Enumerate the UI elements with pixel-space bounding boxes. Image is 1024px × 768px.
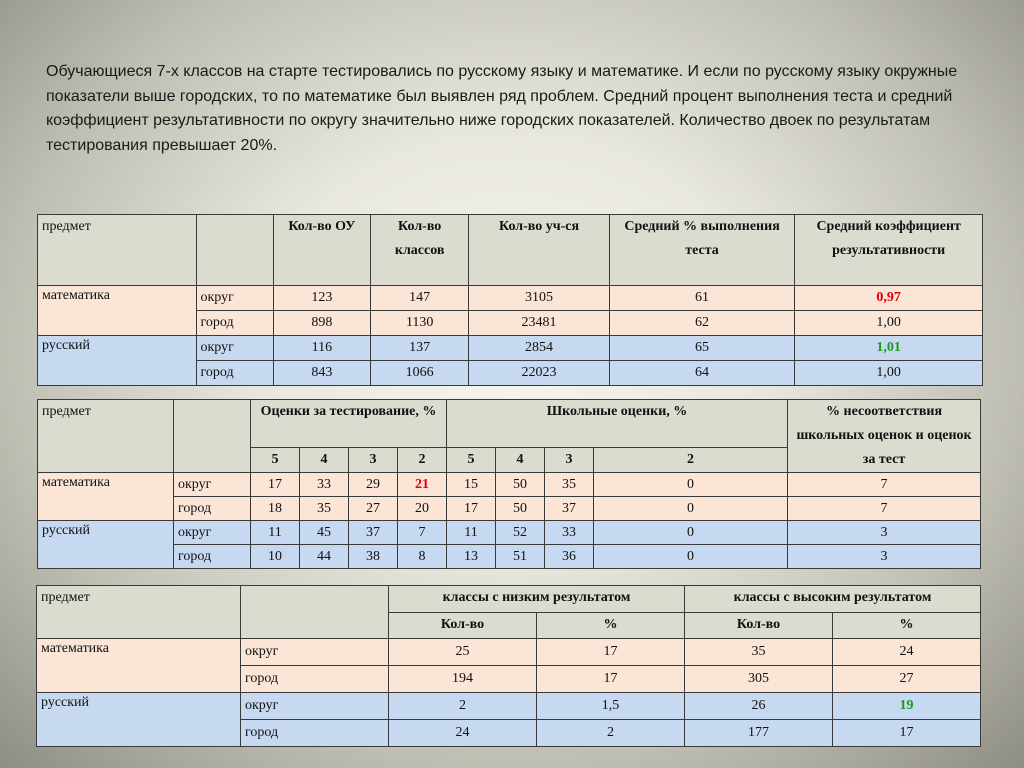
header-mismatch: % несоответствия школьных оценок и оценок за тест bbox=[788, 400, 981, 473]
area-cell: округ bbox=[241, 639, 389, 666]
value-cell-highlight: 1,01 bbox=[795, 336, 983, 361]
value-cell: 17 bbox=[833, 720, 981, 747]
table-row bbox=[38, 521, 981, 545]
value-cell: 137 bbox=[371, 336, 469, 361]
value-cell: 33 bbox=[545, 521, 594, 545]
value-cell: 52 bbox=[496, 521, 545, 545]
value-cell: 64 bbox=[609, 361, 795, 386]
value-cell: 50 bbox=[496, 497, 545, 521]
value-cell: 35 bbox=[545, 473, 594, 497]
area-cell: округ bbox=[241, 693, 389, 720]
value-cell: 7 bbox=[788, 497, 981, 521]
value-cell: 62 bbox=[609, 311, 795, 336]
value-cell: 2 bbox=[537, 720, 685, 747]
value-cell: 35 bbox=[300, 497, 349, 521]
value-cell: 37 bbox=[349, 521, 398, 545]
value-cell: 11 bbox=[251, 521, 300, 545]
value-cell: 17 bbox=[251, 473, 300, 497]
value-cell: 37 bbox=[545, 497, 594, 521]
sub-header-percent: % bbox=[833, 613, 981, 639]
sub-header-count: Кол-во bbox=[685, 613, 833, 639]
grade-header: 5 bbox=[447, 447, 496, 472]
area-cell: город bbox=[196, 361, 273, 386]
value-cell: 44 bbox=[300, 545, 349, 569]
value-cell: 23481 bbox=[469, 311, 609, 336]
header-subject: предмет bbox=[38, 400, 174, 473]
value-cell-highlight: 21 bbox=[398, 473, 447, 497]
results-table bbox=[36, 585, 981, 747]
value-cell: 123 bbox=[273, 286, 370, 311]
subject-russian: русский bbox=[38, 521, 174, 569]
table-row bbox=[37, 639, 981, 666]
grade-header: 2 bbox=[398, 447, 447, 472]
value-cell: 1066 bbox=[371, 361, 469, 386]
value-cell: 24 bbox=[833, 639, 981, 666]
area-cell: округ bbox=[174, 473, 251, 497]
value-cell: 17 bbox=[537, 666, 685, 693]
value-cell: 7 bbox=[788, 473, 981, 497]
header-avg-coefficient: Средний коэффициент результативности bbox=[795, 215, 983, 286]
value-cell: 1,00 bbox=[795, 311, 983, 336]
value-cell: 843 bbox=[273, 361, 370, 386]
value-cell: 305 bbox=[685, 666, 833, 693]
value-cell: 51 bbox=[496, 545, 545, 569]
value-cell: 2 bbox=[389, 693, 537, 720]
header-students-count: Кол-во уч-ся bbox=[469, 215, 609, 286]
value-cell: 13 bbox=[447, 545, 496, 569]
header-high-results: классы с высоким результатом bbox=[685, 586, 981, 613]
value-cell: 194 bbox=[389, 666, 537, 693]
value-cell: 0 bbox=[594, 497, 788, 521]
grade-header: 3 bbox=[349, 447, 398, 472]
value-cell: 45 bbox=[300, 521, 349, 545]
value-cell: 18 bbox=[251, 497, 300, 521]
area-cell: город bbox=[241, 666, 389, 693]
value-cell: 61 bbox=[609, 286, 795, 311]
header-schools-count: Кол-во ОУ bbox=[273, 215, 370, 286]
table-row bbox=[38, 336, 983, 361]
header-subject: предмет bbox=[38, 215, 197, 286]
value-cell-highlight: 19 bbox=[833, 693, 981, 720]
header-school-grades: Школьные оценки, % bbox=[447, 400, 788, 448]
header-low-results: классы с низким результатом bbox=[389, 586, 685, 613]
value-cell: 35 bbox=[685, 639, 833, 666]
value-cell: 0 bbox=[594, 521, 788, 545]
value-cell: 22023 bbox=[469, 361, 609, 386]
subject-math: математика bbox=[38, 473, 174, 521]
sub-header-percent: % bbox=[537, 613, 685, 639]
value-cell: 36 bbox=[545, 545, 594, 569]
area-cell: город bbox=[174, 497, 251, 521]
area-cell: округ bbox=[174, 521, 251, 545]
header-avg-completion: Средний % выполнения теста bbox=[609, 215, 795, 286]
value-cell: 25 bbox=[389, 639, 537, 666]
value-cell: 20 bbox=[398, 497, 447, 521]
value-cell: 0 bbox=[594, 473, 788, 497]
value-cell: 8 bbox=[398, 545, 447, 569]
value-cell: 147 bbox=[371, 286, 469, 311]
value-cell: 116 bbox=[273, 336, 370, 361]
value-cell: 38 bbox=[349, 545, 398, 569]
area-cell: город bbox=[196, 311, 273, 336]
value-cell: 3105 bbox=[469, 286, 609, 311]
grade-header: 4 bbox=[300, 447, 349, 472]
grade-header: 4 bbox=[496, 447, 545, 472]
subject-russian: русский bbox=[38, 336, 197, 386]
grade-header: 3 bbox=[545, 447, 594, 472]
value-cell: 26 bbox=[685, 693, 833, 720]
subject-russian: русский bbox=[37, 693, 241, 747]
table-row bbox=[38, 473, 981, 497]
grade-header: 2 bbox=[594, 447, 788, 472]
value-cell: 11 bbox=[447, 521, 496, 545]
value-cell: 15 bbox=[447, 473, 496, 497]
header-test-grades: Оценки за тестирование, % bbox=[251, 400, 447, 448]
value-cell: 33 bbox=[300, 473, 349, 497]
subject-math: математика bbox=[37, 639, 241, 693]
intro-paragraph: Обучающиеся 7-х классов на старте тестировались по русскому языку и математике. И если по русскому языку окружные показатели выше городских, то по математике был выявлен ряд проблем. Средний процент выполнения теста и средний коэффициент результативности по округу значительно ниже городских показателей. Количество двоек по результатам тестирования превышает 20%. bbox=[46, 63, 958, 154]
header-blank bbox=[196, 215, 273, 286]
value-cell: 17 bbox=[537, 639, 685, 666]
grades-table bbox=[37, 399, 981, 569]
header-blank bbox=[174, 400, 251, 473]
header-blank bbox=[241, 586, 389, 639]
table-row bbox=[37, 693, 981, 720]
table-row bbox=[38, 286, 983, 311]
value-cell: 2854 bbox=[469, 336, 609, 361]
area-cell: округ bbox=[196, 286, 273, 311]
value-cell: 1,00 bbox=[795, 361, 983, 386]
table-row bbox=[38, 497, 981, 521]
table-row bbox=[38, 545, 981, 569]
value-cell: 177 bbox=[685, 720, 833, 747]
value-cell: 3 bbox=[788, 545, 981, 569]
header-classes-count: Кол-во классов bbox=[371, 215, 469, 286]
value-cell: 17 bbox=[447, 497, 496, 521]
value-cell: 29 bbox=[349, 473, 398, 497]
value-cell: 0 bbox=[594, 545, 788, 569]
area-cell: город bbox=[174, 545, 251, 569]
header-subject: предмет bbox=[37, 586, 241, 639]
value-cell: 65 bbox=[609, 336, 795, 361]
value-cell: 50 bbox=[496, 473, 545, 497]
area-cell: округ bbox=[196, 336, 273, 361]
value-cell: 1130 bbox=[371, 311, 469, 336]
value-cell: 27 bbox=[349, 497, 398, 521]
subject-math: математика bbox=[38, 286, 197, 336]
value-cell: 24 bbox=[389, 720, 537, 747]
value-cell: 1,5 bbox=[537, 693, 685, 720]
summary-table bbox=[37, 214, 983, 386]
value-cell: 898 bbox=[273, 311, 370, 336]
area-cell: город bbox=[241, 720, 389, 747]
value-cell: 3 bbox=[788, 521, 981, 545]
value-cell: 10 bbox=[251, 545, 300, 569]
value-cell: 7 bbox=[398, 521, 447, 545]
grade-header: 5 bbox=[251, 447, 300, 472]
value-cell-highlight: 0,97 bbox=[795, 286, 983, 311]
value-cell: 27 bbox=[833, 666, 981, 693]
sub-header-count: Кол-во bbox=[389, 613, 537, 639]
